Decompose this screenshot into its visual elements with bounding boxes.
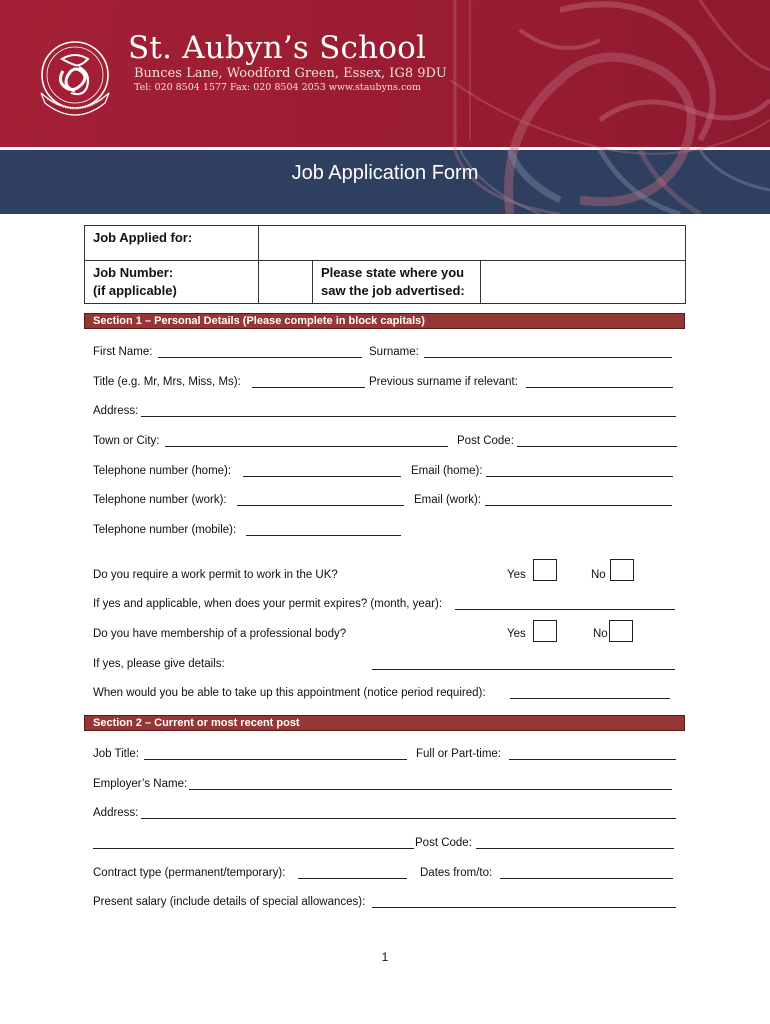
town-field[interactable] <box>165 446 448 447</box>
email-work-field[interactable] <box>485 505 672 506</box>
job-applied-field[interactable] <box>259 226 686 261</box>
membership-details-field[interactable] <box>372 669 675 670</box>
first-name-field[interactable] <box>158 357 362 358</box>
section2-header: Section 2 – Current or most recent post <box>84 715 685 731</box>
school-crest-icon <box>35 37 115 117</box>
job-title-field[interactable] <box>144 759 407 760</box>
membership-yes-checkbox[interactable] <box>533 620 557 642</box>
employer-name-label: Employer’s Name: <box>93 778 188 790</box>
permit-expiry-label: If yes and applicable, when does your permit expires? (month, year): <box>93 598 443 610</box>
form-title: Job Application Form <box>291 162 479 184</box>
job-number-field[interactable] <box>259 261 313 304</box>
work-permit-question: Do you require a work permit to work in the UK? <box>93 569 338 581</box>
contract-type-field[interactable] <box>298 878 407 879</box>
employer-name-field[interactable] <box>189 789 672 790</box>
work-permit-yes-label: Yes <box>507 569 526 581</box>
permit-expiry-field[interactable] <box>455 609 675 610</box>
full-part-time-label: Full or Part-time: <box>416 748 501 760</box>
address-label: Address: <box>93 405 139 417</box>
school-contact: Tel: 020 8504 1577 Fax: 020 8504 2053 www.staubyns.com <box>134 82 422 93</box>
employer-address-field[interactable] <box>141 818 676 819</box>
title-field[interactable] <box>252 387 365 388</box>
page-number: 1 <box>381 950 389 964</box>
notice-period-label: When would you be able to take up this appointment (notice period required): <box>93 687 486 699</box>
town-label: Town or City: <box>93 435 160 447</box>
job-number-label: Job Number: (if applicable) <box>85 261 259 304</box>
email-home-label: Email (home): <box>411 465 483 477</box>
full-part-time-field[interactable] <box>509 759 676 760</box>
tel-work-label: Telephone number (work): <box>93 494 227 506</box>
work-permit-yes-checkbox[interactable] <box>533 559 557 581</box>
employer-address-line2-field[interactable] <box>93 848 414 849</box>
dates-field[interactable] <box>500 878 673 879</box>
employer-address-label: Address: <box>93 807 139 819</box>
school-address: Bunces Lane, Woodford Green, Essex, IG8 9DU <box>134 66 447 81</box>
salary-label: Present salary (include details of special allowances): <box>93 896 366 908</box>
email-work-label: Email (work): <box>414 494 482 506</box>
surname-label: Surname: <box>369 346 419 358</box>
membership-yes-label: Yes <box>507 628 526 640</box>
tel-mobile-field[interactable] <box>246 535 401 536</box>
section1-header: Section 1 – Personal Details (Please complete in block capitals) <box>84 313 685 329</box>
job-title-label: Job Title: <box>93 748 140 760</box>
membership-question: Do you have membership of a professional body? <box>93 628 347 640</box>
job-details-table <box>84 225 686 304</box>
first-name-label: First Name: <box>93 346 153 358</box>
tel-work-field[interactable] <box>237 505 404 506</box>
tel-mobile-label: Telephone number (mobile): <box>93 524 237 536</box>
school-name: St. Aubyn’s School <box>128 30 427 66</box>
advertised-field[interactable] <box>481 261 686 304</box>
previous-surname-label: Previous surname if relevant: <box>369 376 518 388</box>
contract-type-label: Contract type (permanent/temporary): <box>93 867 286 879</box>
employer-post-code-field[interactable] <box>476 848 674 849</box>
tel-home-label: Telephone number (home): <box>93 465 232 477</box>
membership-no-checkbox[interactable] <box>609 620 633 642</box>
address-field[interactable] <box>141 416 676 417</box>
membership-no-label: No <box>593 628 608 640</box>
salary-field[interactable] <box>372 907 676 908</box>
work-permit-no-checkbox[interactable] <box>610 559 634 581</box>
membership-details-label: If yes, please give details: <box>93 658 225 670</box>
post-code-field[interactable] <box>517 446 677 447</box>
job-applied-label: Job Applied for: <box>85 226 259 261</box>
tel-home-field[interactable] <box>243 476 401 477</box>
previous-surname-field[interactable] <box>526 387 673 388</box>
employer-post-code-label: Post Code: <box>415 837 472 849</box>
dates-label: Dates from/to: <box>420 867 493 879</box>
notice-period-field[interactable] <box>510 698 670 699</box>
surname-field[interactable] <box>424 357 672 358</box>
post-code-label: Post Code: <box>457 435 514 447</box>
email-home-field[interactable] <box>486 476 673 477</box>
work-permit-no-label: No <box>591 569 606 581</box>
title-label: Title (e.g. Mr, Mrs, Miss, Ms): <box>93 376 241 388</box>
advertised-label: Please state where you saw the job advertised: <box>313 261 481 304</box>
